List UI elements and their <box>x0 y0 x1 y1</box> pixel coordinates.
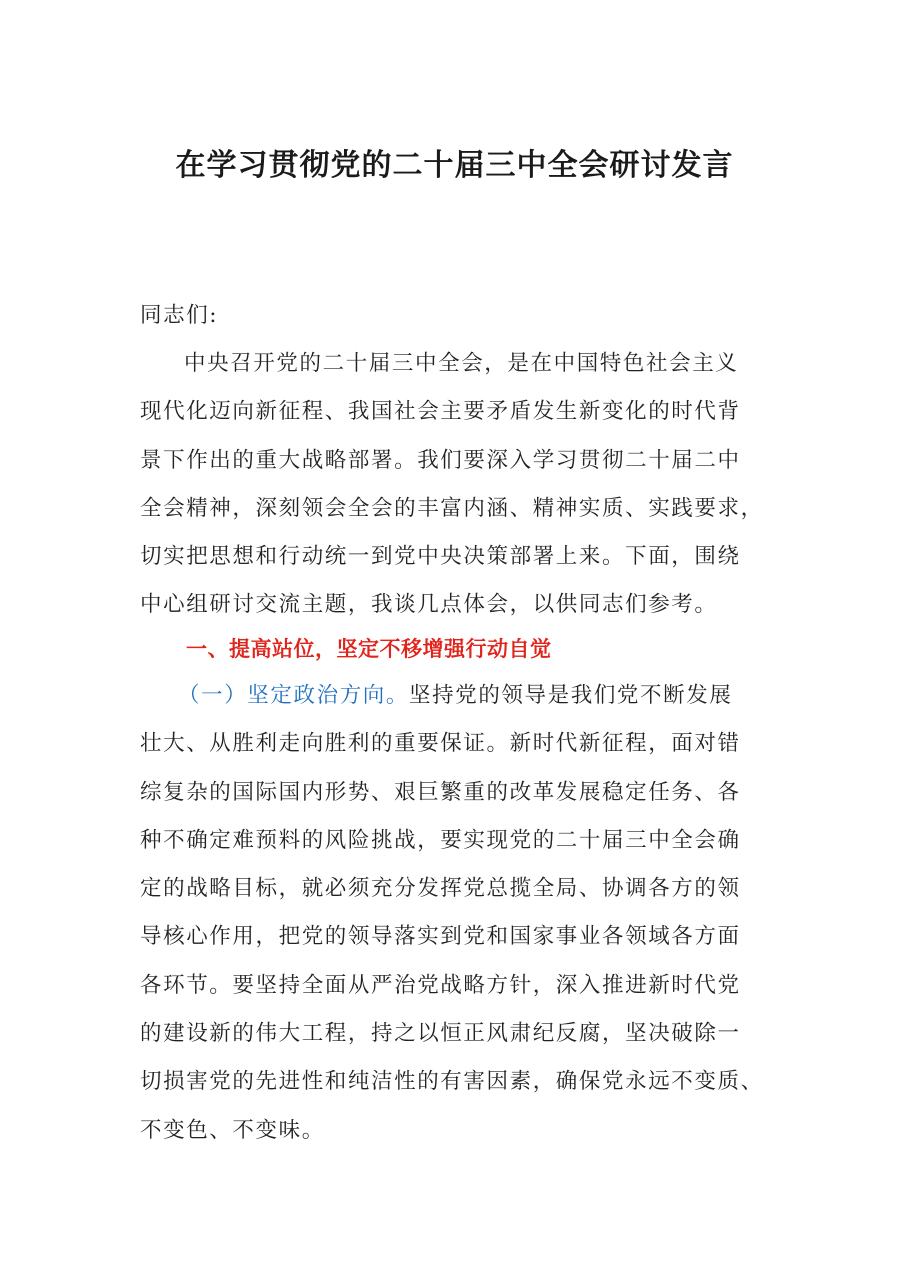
paragraph-line: 综复杂的国际国内形势、艰巨繁重的改革发展稳定任务、各 <box>140 779 741 805</box>
paragraph-line: 景下作出的重大战略部署。我们要深入学习贯彻二十届二中 <box>140 447 741 473</box>
paragraph-line: 中央召开党的二十届三中全会，是在中国特色社会主义 <box>184 351 739 376</box>
paragraph-line: 导核心作用，把党的领导落实到党和国家事业各领域各方面 <box>140 924 741 950</box>
paragraph-line: 切实把思想和行动统一到党中央决策部署上来。下面，围绕 <box>140 544 741 570</box>
paragraph-line: 切损害党的先进性和纯洁性的有害因素，确保党永远不变质、 <box>140 1069 764 1095</box>
paragraph-line: 现代化迈向新征程、我国社会主要矛盾发生新变化的时代背 <box>140 399 741 425</box>
section-heading: 一、提高站位，坚定不移增强行动自觉 <box>186 637 552 661</box>
paragraph-intro <box>140 340 780 630</box>
paragraph-line: 不变色、不变味。 <box>140 1117 325 1143</box>
document-title: 在学习贯彻党的二十届三中全会研讨发言 <box>175 148 734 183</box>
salutation <box>140 292 780 340</box>
paragraph-line: 中心组研讨交流主题，我谈几点体会，以供同志们参考。 <box>140 592 718 618</box>
paragraph-first-line <box>140 672 780 720</box>
paragraph-line: 种不确定难预料的风险挑战，要实现党的二十届三中全会确 <box>140 827 741 853</box>
paragraph-line: 壮大、从胜利走向胜利的重要保证。新时代新征程，面对错 <box>140 731 741 757</box>
paragraph-line: 全会精神，深刻领会全会的丰富内涵、精神实质、实践要求， <box>140 495 764 521</box>
sub-heading: （一）坚定政治方向。 <box>178 683 410 708</box>
paragraph-line: 的建设新的伟大工程，持之以恒正风肃纪反腐，坚决破除一 <box>140 1021 741 1047</box>
salutation-text: 同志们: <box>140 303 219 328</box>
paragraph-line: 各环节。要坚持全面从严治党战略方针，深入推进新时代党 <box>140 972 741 998</box>
paragraph-political-direction <box>140 672 780 1155</box>
paragraph-line: 定的战略目标，就必须充分发挥党总揽全局、协调各方的领 <box>140 876 741 902</box>
paragraph-line-rest: 坚持党的领导是我们党不断发展 <box>409 683 733 708</box>
